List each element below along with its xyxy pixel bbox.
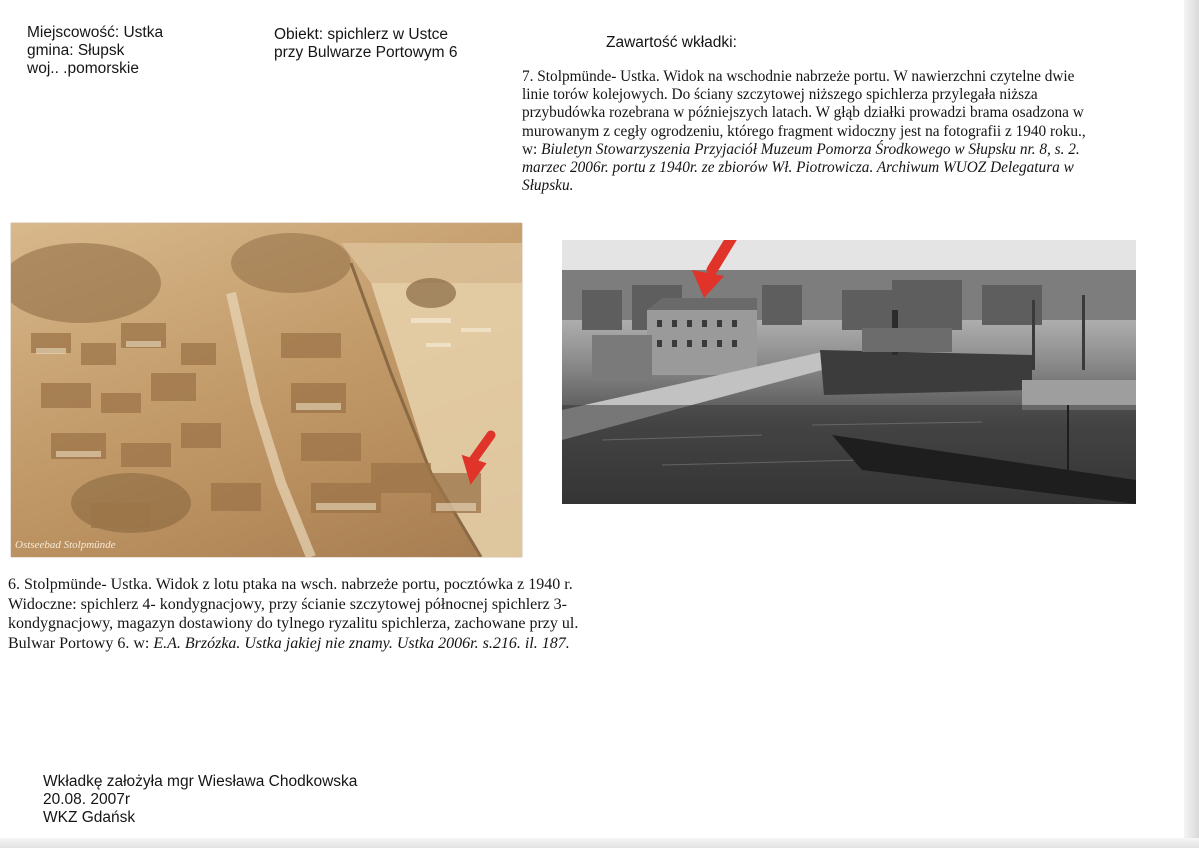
- caption-source-details: marzec 2006r. portu z 1940r. ze zbiorów Wł. Piotrowicza. Archiwum WUOZ Delegatura w: [522, 159, 1074, 177]
- voivodeship-line: woj.. .pomorskie: [27, 60, 139, 77]
- caption-line: Widoczne: spichlerz 4- kondygnacjowy, przy ścianie szczytowej północnej spichlerz 3-: [8, 595, 567, 613]
- postcard-overlay-text: Ostseebad Stolpmünde: [15, 539, 116, 551]
- caption-photo-6: [8, 575, 698, 653]
- caption-line: [522, 159, 1162, 177]
- municipality-line: gmina: Słupsk: [27, 42, 125, 59]
- caption-source-title: E.A. Brzózka. Ustka jakiej nie znamy. Ustka 2006r. s.216. il. 187.: [153, 634, 570, 652]
- caption-line: linie torów kolejowych. Do ściany szczytowej niższego spichlerza przylegała niższa: [522, 86, 1038, 104]
- date-line: 20.08. 2007r: [43, 791, 131, 808]
- caption-source-prefix: Bulwar Portowy 6. w:: [8, 634, 154, 652]
- office-line: WKZ Gdańsk: [43, 809, 136, 826]
- object-address-line: przy Bulwarze Portowym 6: [274, 44, 458, 61]
- caption-line: [522, 177, 1162, 195]
- scan-edge: [1184, 0, 1199, 848]
- caption-line: 6. Stolpmünde- Ustka. Widok z lotu ptaka na wsch. nabrzeże portu, pocztówka z 1940 r.: [8, 576, 573, 593]
- caption-photo-7: [522, 68, 1162, 195]
- harbour-photo: [562, 240, 1136, 504]
- author-footer: [43, 773, 357, 827]
- aerial-postcard-photo: [11, 223, 522, 557]
- caption-line: [522, 141, 1162, 159]
- aerial-photo-drawing: [11, 223, 522, 557]
- object-block: [274, 26, 457, 62]
- location-block: [27, 24, 163, 78]
- caption-source-prefix: w:: [522, 140, 542, 158]
- location-line: Miejscowość: Ustka: [27, 24, 164, 41]
- caption-line: [8, 634, 698, 654]
- author-line: Wkładkę założyła mgr Wiesława Chodkowska: [43, 773, 358, 790]
- object-line: Obiekt: spichlerz w Ustce: [274, 26, 448, 43]
- harbour-photo-drawing: [562, 240, 1136, 504]
- caption-line: kondygnacjowy, magazyn dostawiony do tylnego ryzalitu spichlerza, zachowane przy ul.: [8, 615, 579, 633]
- caption-source-end: Słupsku.: [522, 177, 574, 195]
- caption-line: 7. Stolpmünde- Ustka. Widok na wschodnie nabrzeże portu. W nawierzchni czytelne dwie: [522, 68, 1075, 85]
- caption-source-title: Biuletyn Stowarzyszenia Przyjaciół Muzeum Pomorza Środkowego w Słupsku nr. 8, s. 2.: [541, 140, 1080, 158]
- scan-edge: [0, 838, 1199, 848]
- caption-line: murowanym z cegły ogrodzeniu, którego fragment widoczny jest na fotografii z 1940 roku.,: [522, 122, 1086, 140]
- caption-line: przybudówka rozebrana w późniejszych latach. W głąb działki prowadzi brama osadzona w: [522, 104, 1084, 122]
- contents-title: Zawartość wkładki:: [606, 34, 737, 51]
